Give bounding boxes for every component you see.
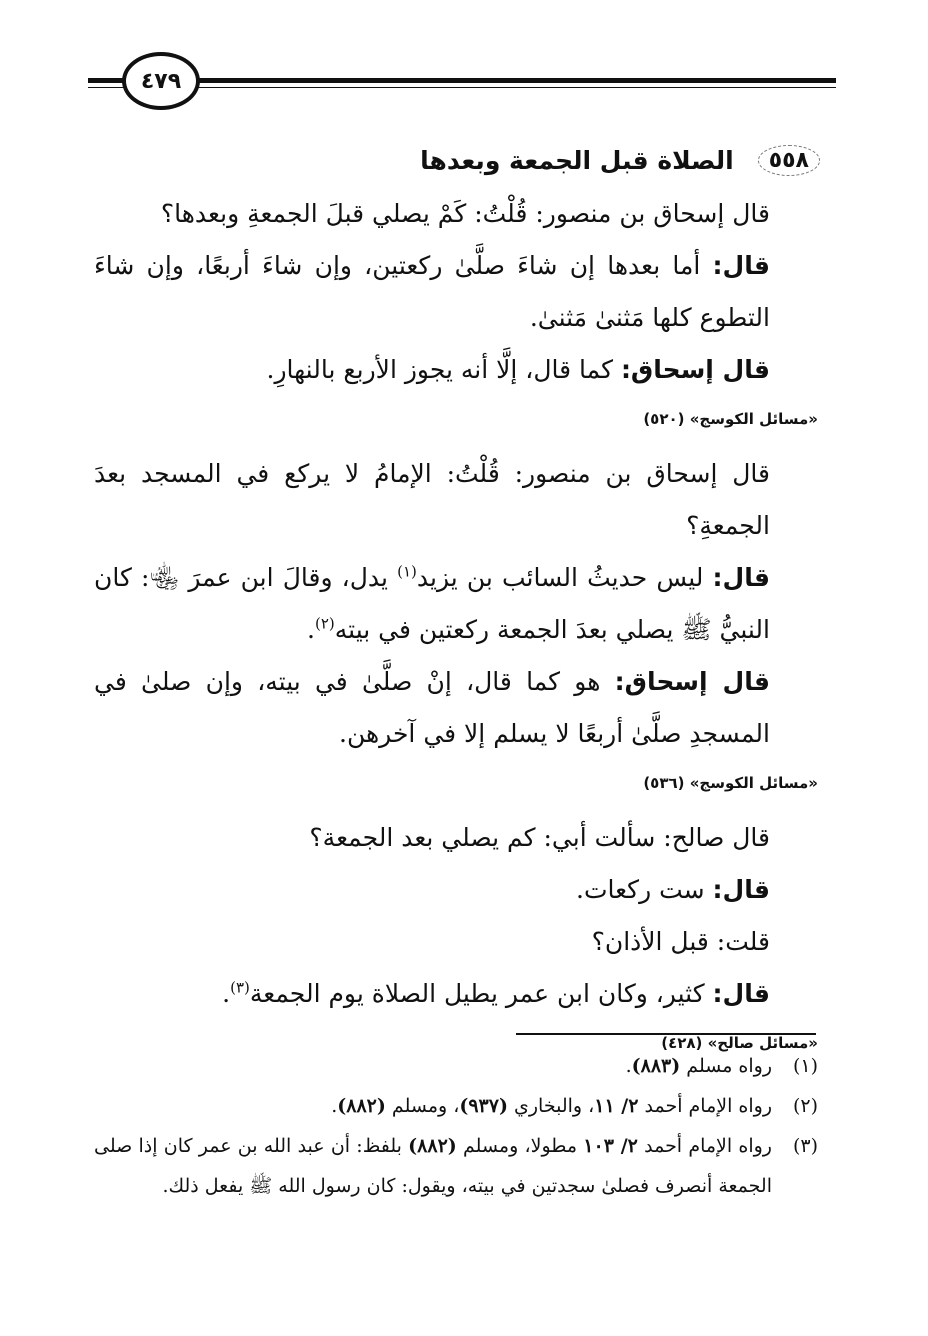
footnote-separator xyxy=(516,1033,816,1035)
source-citation: «مسائل صالح» (٤٢٨) xyxy=(661,1034,818,1052)
paragraph-text: . xyxy=(222,979,231,1008)
paragraph-text: كما قال، إلَّا أنه يجوز الأربع بالنهارِ. xyxy=(266,355,621,384)
paragraph: قال صالح: سألت أبي: كم يصلي بعد الجمعة؟ xyxy=(309,823,770,852)
source-citation: «مسائل الكوسج» (٥٣٦) xyxy=(643,774,818,792)
header-rule xyxy=(88,70,836,92)
footnote-number: (٢) xyxy=(792,1095,818,1117)
speaker-label: قال إسحاق: xyxy=(620,355,770,384)
paragraph xyxy=(94,968,818,1020)
footnote-segment: رواه الإمام أحمد xyxy=(637,1135,772,1157)
header-thick-line xyxy=(88,78,836,83)
speaker-label: قال: xyxy=(712,563,770,592)
section-number: ٥٥٨ xyxy=(758,145,820,176)
footnote xyxy=(94,1126,818,1206)
paragraph-text: هو كما قال، إنْ صلَّىٰ في بيته، وإن صلىٰ في المسجدِ صلَّىٰ أربعًا لا يسلم إلا في آخرهن. xyxy=(94,667,770,748)
speaker-label: قال إسحاق: xyxy=(614,667,771,696)
section-heading xyxy=(300,138,820,182)
footnote-ref-number: ٢/ ١١ xyxy=(594,1095,639,1117)
paragraph: قال إسحاق بن منصور: قُلْتُ: الإمامُ لا يركع في المسجد بعدَ الجمعةِ؟ xyxy=(94,459,770,540)
footnote-segment: بلفظ: أن عبد الله بن عمر كان إذا صلى الجمعة أنصرف فصلىٰ سجدتين في بيته، ويقول: كان رسول الله ﷺ يفعل ذلك. xyxy=(94,1135,772,1197)
source-citation: «مسائل الكوسج» (٥٢٠) xyxy=(643,410,818,428)
footnote-segment: . xyxy=(625,1055,632,1077)
footnote-segment: ، ومسلم xyxy=(385,1095,460,1117)
footnote-segment: مطولا، ومسلم xyxy=(456,1135,584,1157)
footnote-segment: . xyxy=(331,1095,338,1117)
footnote-segment: ، والبخاري xyxy=(507,1095,595,1117)
paragraph: قلت: قبل الأذان؟ xyxy=(591,927,770,956)
footnote-number: (٣) xyxy=(792,1135,818,1157)
footnote-text xyxy=(94,1046,772,1086)
speaker-label: قال: xyxy=(712,979,770,1008)
speaker-label: قال: xyxy=(712,251,770,280)
paragraph xyxy=(94,344,818,396)
paragraph xyxy=(94,552,818,656)
footnote-ref-number: (٨٨٢) xyxy=(408,1135,457,1157)
footnote xyxy=(94,1046,818,1086)
footnote-ref-number: (٩٣٧) xyxy=(459,1095,508,1117)
footnote-ref-number: (٨٨٣) xyxy=(631,1055,681,1077)
footnote-number: (١) xyxy=(792,1055,818,1077)
body-text xyxy=(94,188,818,1072)
paragraph-text: كثير، وكان ابن عمر يطيل الصلاة يوم الجمعة xyxy=(249,979,713,1008)
footnote-text xyxy=(94,1086,772,1126)
footnote-segment: رواه الإمام أحمد xyxy=(638,1095,772,1117)
page-number: ٤٧٩ xyxy=(122,52,200,110)
paragraph-text: أما بعدها إن شاءَ صلَّىٰ ركعتين، وإن شاءَ أربعًا، وإن شاءَ التطوع كلها مَثنىٰ مَثنىٰ. xyxy=(94,251,770,332)
footnote-ref-number: ٢/ ١٠٣ xyxy=(583,1135,638,1157)
paragraph xyxy=(94,240,818,344)
paragraph-text: ليس حديثُ السائب بن يزيد xyxy=(416,563,713,592)
footnote-ref[interactable]: (٢) xyxy=(315,614,335,633)
footnote-text xyxy=(94,1126,772,1206)
footnote xyxy=(94,1086,818,1126)
paragraph-text: ست ركعات. xyxy=(576,875,713,904)
footnote-ref[interactable]: (١) xyxy=(397,562,417,581)
header-thin-line xyxy=(88,87,836,88)
paragraph-text: يدل، وقالَ ابن عمرَ ﵄: كان النبيُّ ﷺ يصلي بعدَ الجمعة ركعتين في بيته xyxy=(94,563,770,644)
paragraph xyxy=(94,656,818,760)
paragraph: قال إسحاق بن منصور: قُلْتُ: كَمْ يصلي قبلَ الجمعةِ وبعدها؟ xyxy=(160,199,770,228)
paragraph xyxy=(94,864,818,916)
footnotes xyxy=(94,1046,818,1206)
speaker-label: قال: xyxy=(712,875,770,904)
footnote-ref-number: (٨٨٢) xyxy=(337,1095,386,1117)
paragraph-text: . xyxy=(307,615,315,644)
footnote-segment: رواه مسلم xyxy=(680,1055,772,1077)
footnote-ref[interactable]: (٣) xyxy=(230,978,250,997)
section-title: الصلاة قبل الجمعة وبعدها xyxy=(420,145,734,175)
